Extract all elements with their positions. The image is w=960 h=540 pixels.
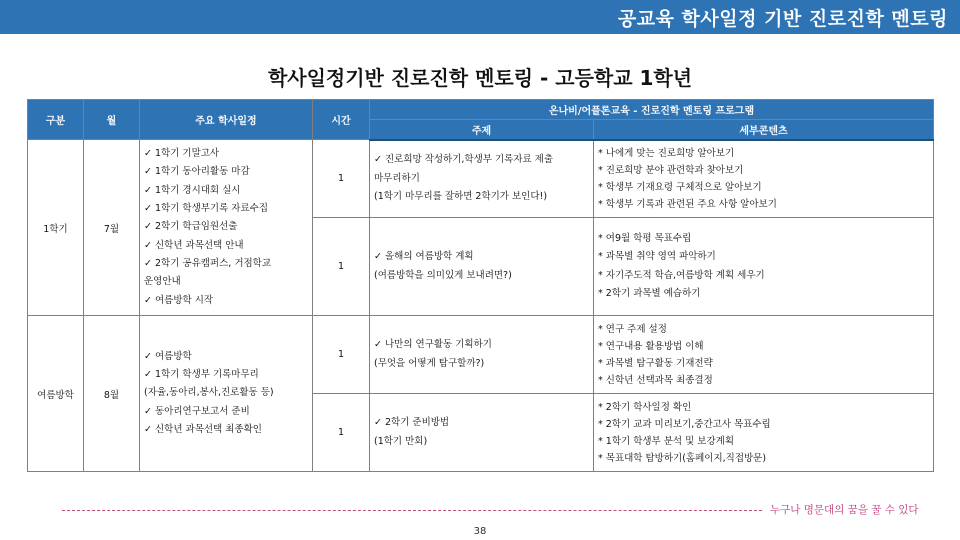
footer-divider: [62, 510, 762, 511]
content-line: * 연구 주제 설정: [598, 323, 667, 335]
content-line: * 진로희망 분야 관련학과 찾아보기: [598, 164, 744, 176]
schedule-item: ✓ 1학기 학생부 기록마무리: [144, 369, 259, 381]
theme-line: ✓ 올해의 여름방학 계획: [374, 251, 474, 263]
content-line: * 목표대학 탐방하기(홈페이지,직접방문): [598, 452, 767, 464]
header-month: 월: [84, 100, 140, 140]
schedule-item: ✓ 2학기 공유캠퍼스, 거점학교: [144, 257, 272, 269]
content-line: * 학생부 기록과 관련된 주요 사항 알아보기: [598, 198, 777, 210]
month-cell: 8월: [84, 316, 140, 472]
hours-cell: 1: [313, 316, 370, 394]
theme-line: 마무리하기: [374, 172, 420, 184]
theme-cell: [370, 218, 594, 316]
content-line: * 과목별 탐구활동 기재전략: [598, 357, 713, 369]
content-cell: [594, 394, 934, 472]
header-schedule: 주요 학사일정: [140, 100, 313, 140]
content-cell: [594, 218, 934, 316]
content-line: * 여9월 학평 목표수립: [598, 232, 692, 244]
schedule-item: ✓ 여름방학: [144, 350, 192, 362]
header-program: 온나비/어플론교육 - 진로진학 멘토링 프로그램: [370, 100, 934, 120]
hours-cell: 1: [313, 218, 370, 316]
schedule-item: (자율,동아리,봉사,진로활동 등): [144, 387, 274, 399]
hours-cell: 1: [313, 394, 370, 472]
content-line: * 자기주도적 학습,여름방학 계획 세우기: [598, 269, 765, 281]
month-cell: 7월: [84, 140, 140, 316]
content-line: * 연구내용 활용방법 이해: [598, 340, 704, 352]
schedule-cell: [140, 316, 313, 472]
content-cell: [594, 316, 934, 394]
schedule-item: 운영안내: [144, 276, 181, 288]
content-line: * 2학기 학사일정 확인: [598, 401, 692, 413]
theme-line: (1학기 마무리를 잘하면 2학기가 보인다!): [374, 190, 548, 202]
content-line: * 2학기 교과 미리보기,중간고사 목표수립: [598, 418, 771, 430]
theme-line: ✓ 나만의 연구활동 기획하기: [374, 339, 492, 351]
theme-cell: [370, 140, 594, 218]
schedule-item: ✓ 신학년 과목선택 안내: [144, 239, 244, 251]
schedule-item: ✓ 동아리연구보고서 준비: [144, 405, 250, 417]
schedule-item: ✓ 신학년 과목선택 최종확인: [144, 423, 262, 435]
content-line: * 1학기 학생부 분석 및 보강계획: [598, 435, 735, 447]
theme-line: (1학기 만회): [374, 435, 428, 447]
header-theme: 주제: [370, 120, 594, 140]
content-line: * 2학기 과목별 예습하기: [598, 287, 701, 299]
header-title: 공교육 학사일정 기반 진로진학 멘토링: [617, 8, 948, 30]
page-title: 학사일정기반 진로진학 멘토링 - 고등학교 1학년: [267, 66, 693, 90]
content-line: * 신학년 선택과목 최종결정: [598, 374, 713, 386]
theme-line: (여름방학을 의미있게 보내려면?): [374, 269, 512, 281]
schedule-item: ✓ 여름방학 시작: [144, 294, 214, 306]
footer-slogan: 누구나 명문대의 꿈을 꿀 수 있다: [770, 504, 919, 516]
page-number: 38: [473, 526, 487, 537]
schedule-cell: [140, 140, 313, 316]
schedule-table: [27, 99, 934, 472]
table-row: [28, 316, 934, 394]
header-band: [0, 0, 960, 34]
schedule-item: ✓ 1학기 동아리활동 마감: [144, 166, 250, 178]
content-line: * 과목별 취약 영역 파악하기: [598, 251, 716, 263]
schedule-item: ✓ 2학기 학급임원선출: [144, 221, 238, 233]
theme-line: ✓ 진로희망 작성하기,학생부 기록자료 제출: [374, 154, 554, 166]
header-hours: 시간: [313, 100, 370, 140]
theme-cell: [370, 394, 594, 472]
content-line: * 학생부 기재요령 구체적으로 알아보기: [598, 181, 762, 193]
content-cell: [594, 140, 934, 218]
division-cell: 여름방학: [28, 316, 84, 472]
header-content: 세부콘텐츠: [594, 120, 934, 140]
theme-cell: [370, 316, 594, 394]
header-division: 구분: [28, 100, 84, 140]
theme-line: (무엇을 어떻게 탐구할까?): [374, 357, 485, 369]
schedule-item: ✓ 1학기 학생부기록 자료수집: [144, 203, 269, 215]
schedule-item: ✓ 1학기 기말고사: [144, 148, 220, 160]
schedule-item: ✓ 1학기 경시대회 실시: [144, 184, 241, 196]
hours-cell: 1: [313, 140, 370, 218]
content-line: * 나에게 맞는 진로희망 알아보기: [598, 147, 735, 159]
table-row: [28, 140, 934, 218]
division-cell: 1학기: [28, 140, 84, 316]
theme-line: ✓ 2학기 준비방법: [374, 417, 450, 429]
